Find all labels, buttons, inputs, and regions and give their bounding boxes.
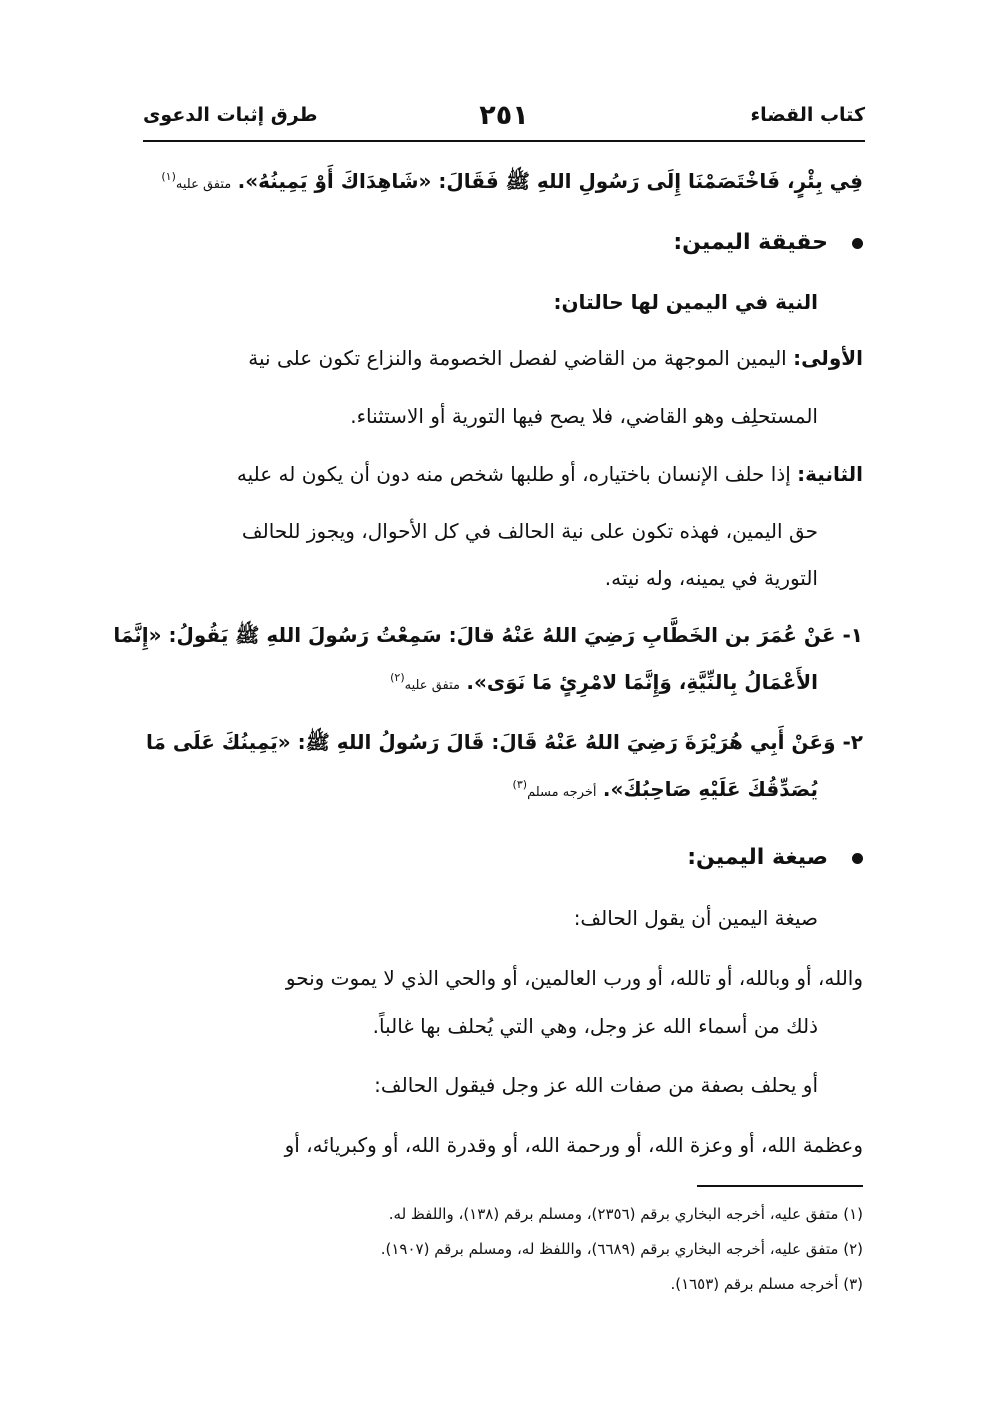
book-title: كتاب القضاء bbox=[750, 104, 865, 126]
paragraph-line: المستحلِف وهو القاضي، فلا يصح فيها التورية أو الاستثناء. bbox=[350, 404, 818, 428]
paragraph-line: التورية في يمينه، وله نيته. bbox=[604, 566, 818, 590]
heading-oath-formula bbox=[687, 843, 863, 873]
page-header bbox=[143, 100, 865, 142]
heading-text: حقيقة اليمين: bbox=[673, 230, 828, 255]
heading-text: صيغة اليمين: bbox=[687, 845, 828, 870]
footnote-ref: (٣) bbox=[512, 778, 528, 791]
section-title: طرق إثبات الدعوى bbox=[143, 104, 318, 126]
hadith-1-line-2 bbox=[390, 667, 818, 701]
hadith-text: يُصَدِّقُكَ عَلَيْهِ صَاحِبُكَ». bbox=[602, 777, 818, 801]
footnote-3: (٣) أخرجه مسلم برقم (١٦٥٣). bbox=[670, 1275, 863, 1293]
footnote-ref: (١) bbox=[161, 170, 176, 183]
case-label: الأولى: bbox=[793, 346, 863, 370]
paragraph-line: صيغة اليمين أن يقول الحالف: bbox=[573, 906, 818, 930]
hadith-2-line-1: ٢- وَعَنْ أَبِي هُرَيْرَةَ رَضِيَ اللهُ عَنْهُ قَالَ: قَالَ رَسُولُ اللهِ ﷺ: «يَمِينُكَ عَلَى مَا bbox=[146, 730, 863, 754]
footnote-2: (٢) متفق عليه، أخرجه البخاري برقم (٦٦٨٩)، واللفظ له، ومسلم برقم (١٩٠٧). bbox=[380, 1240, 863, 1258]
heading-truth-of-oath bbox=[673, 228, 863, 258]
hadith-source: أخرجه مسلم bbox=[527, 785, 597, 800]
hadith-text: فِي بِئْرٍ، فَاخْتَصَمْنَا إِلَى رَسُولِ اللهِ ﷺ فَقَالَ: «شَاهِدَاكَ أَوْ يَمِينُهُ». bbox=[237, 169, 863, 193]
hadith-1-line-1: ١- عَنْ عُمَرَ بن الخَطَّابِ رَضِيَ اللهُ عَنْهُ قالَ: سَمِعْتُ رَسُولَ اللهِ ﷺ يَقُولُ: «إِنَّمَا bbox=[113, 623, 863, 647]
paragraph-line: إذا حلف الإنسان باختياره، أو طلبها شخص منه دون أن يكون له عليه bbox=[236, 462, 798, 486]
hadith-source: متفق عليه bbox=[404, 678, 460, 693]
bullet-icon bbox=[852, 238, 863, 249]
paragraph-line: والله، أو وبالله، أو تالله، أو ورب العالمين، أو والحي الذي لا يموت ونحو bbox=[285, 966, 863, 990]
paragraph-second-case bbox=[237, 459, 863, 489]
subheading-intention: النية في اليمين لها حالتان: bbox=[553, 290, 818, 314]
case-label: الثانية: bbox=[797, 462, 863, 486]
paragraph-line: وعظمة الله، أو وعزة الله، أو ورحمة الله، أو وقدرة الله، أو وكبريائه، أو bbox=[284, 1133, 863, 1157]
paragraph-line: ذلك من أسماء الله عز وجل، وهي التي يُحلف بها غالباً. bbox=[372, 1014, 818, 1038]
footnote-divider bbox=[697, 1185, 863, 1187]
paragraph-first-case bbox=[248, 343, 863, 373]
bullet-icon bbox=[852, 853, 863, 864]
footnote-1: (١) متفق عليه، أخرجه البخاري برقم (٢٣٥٦)، ومسلم برقم (١٣٨)، واللفظ له. bbox=[388, 1205, 863, 1223]
hadith-text: الأَعْمَالُ بِالنِّيَّةِ، وَإِنَّمَا لامْرِئٍ مَا نَوَى». bbox=[466, 670, 818, 694]
paragraph-line: أو يحلف بصفة من صفات الله عز وجل فيقول الحالف: bbox=[374, 1073, 818, 1097]
page-number: ٢٥١ bbox=[479, 100, 529, 131]
paragraph-line: اليمين الموجهة من القاضي لفصل الخصومة والنزاع تكون على نية bbox=[248, 346, 794, 370]
paragraph-line: حق اليمين، فهذه تكون على نية الحالف في كل الأحوال، ويجوز للحالف bbox=[241, 519, 818, 543]
hadith-source: متفق عليه bbox=[175, 177, 232, 192]
footnote-ref: (٢) bbox=[390, 671, 405, 684]
hadith-2-line-2 bbox=[513, 774, 818, 808]
continuation-line bbox=[161, 166, 863, 200]
